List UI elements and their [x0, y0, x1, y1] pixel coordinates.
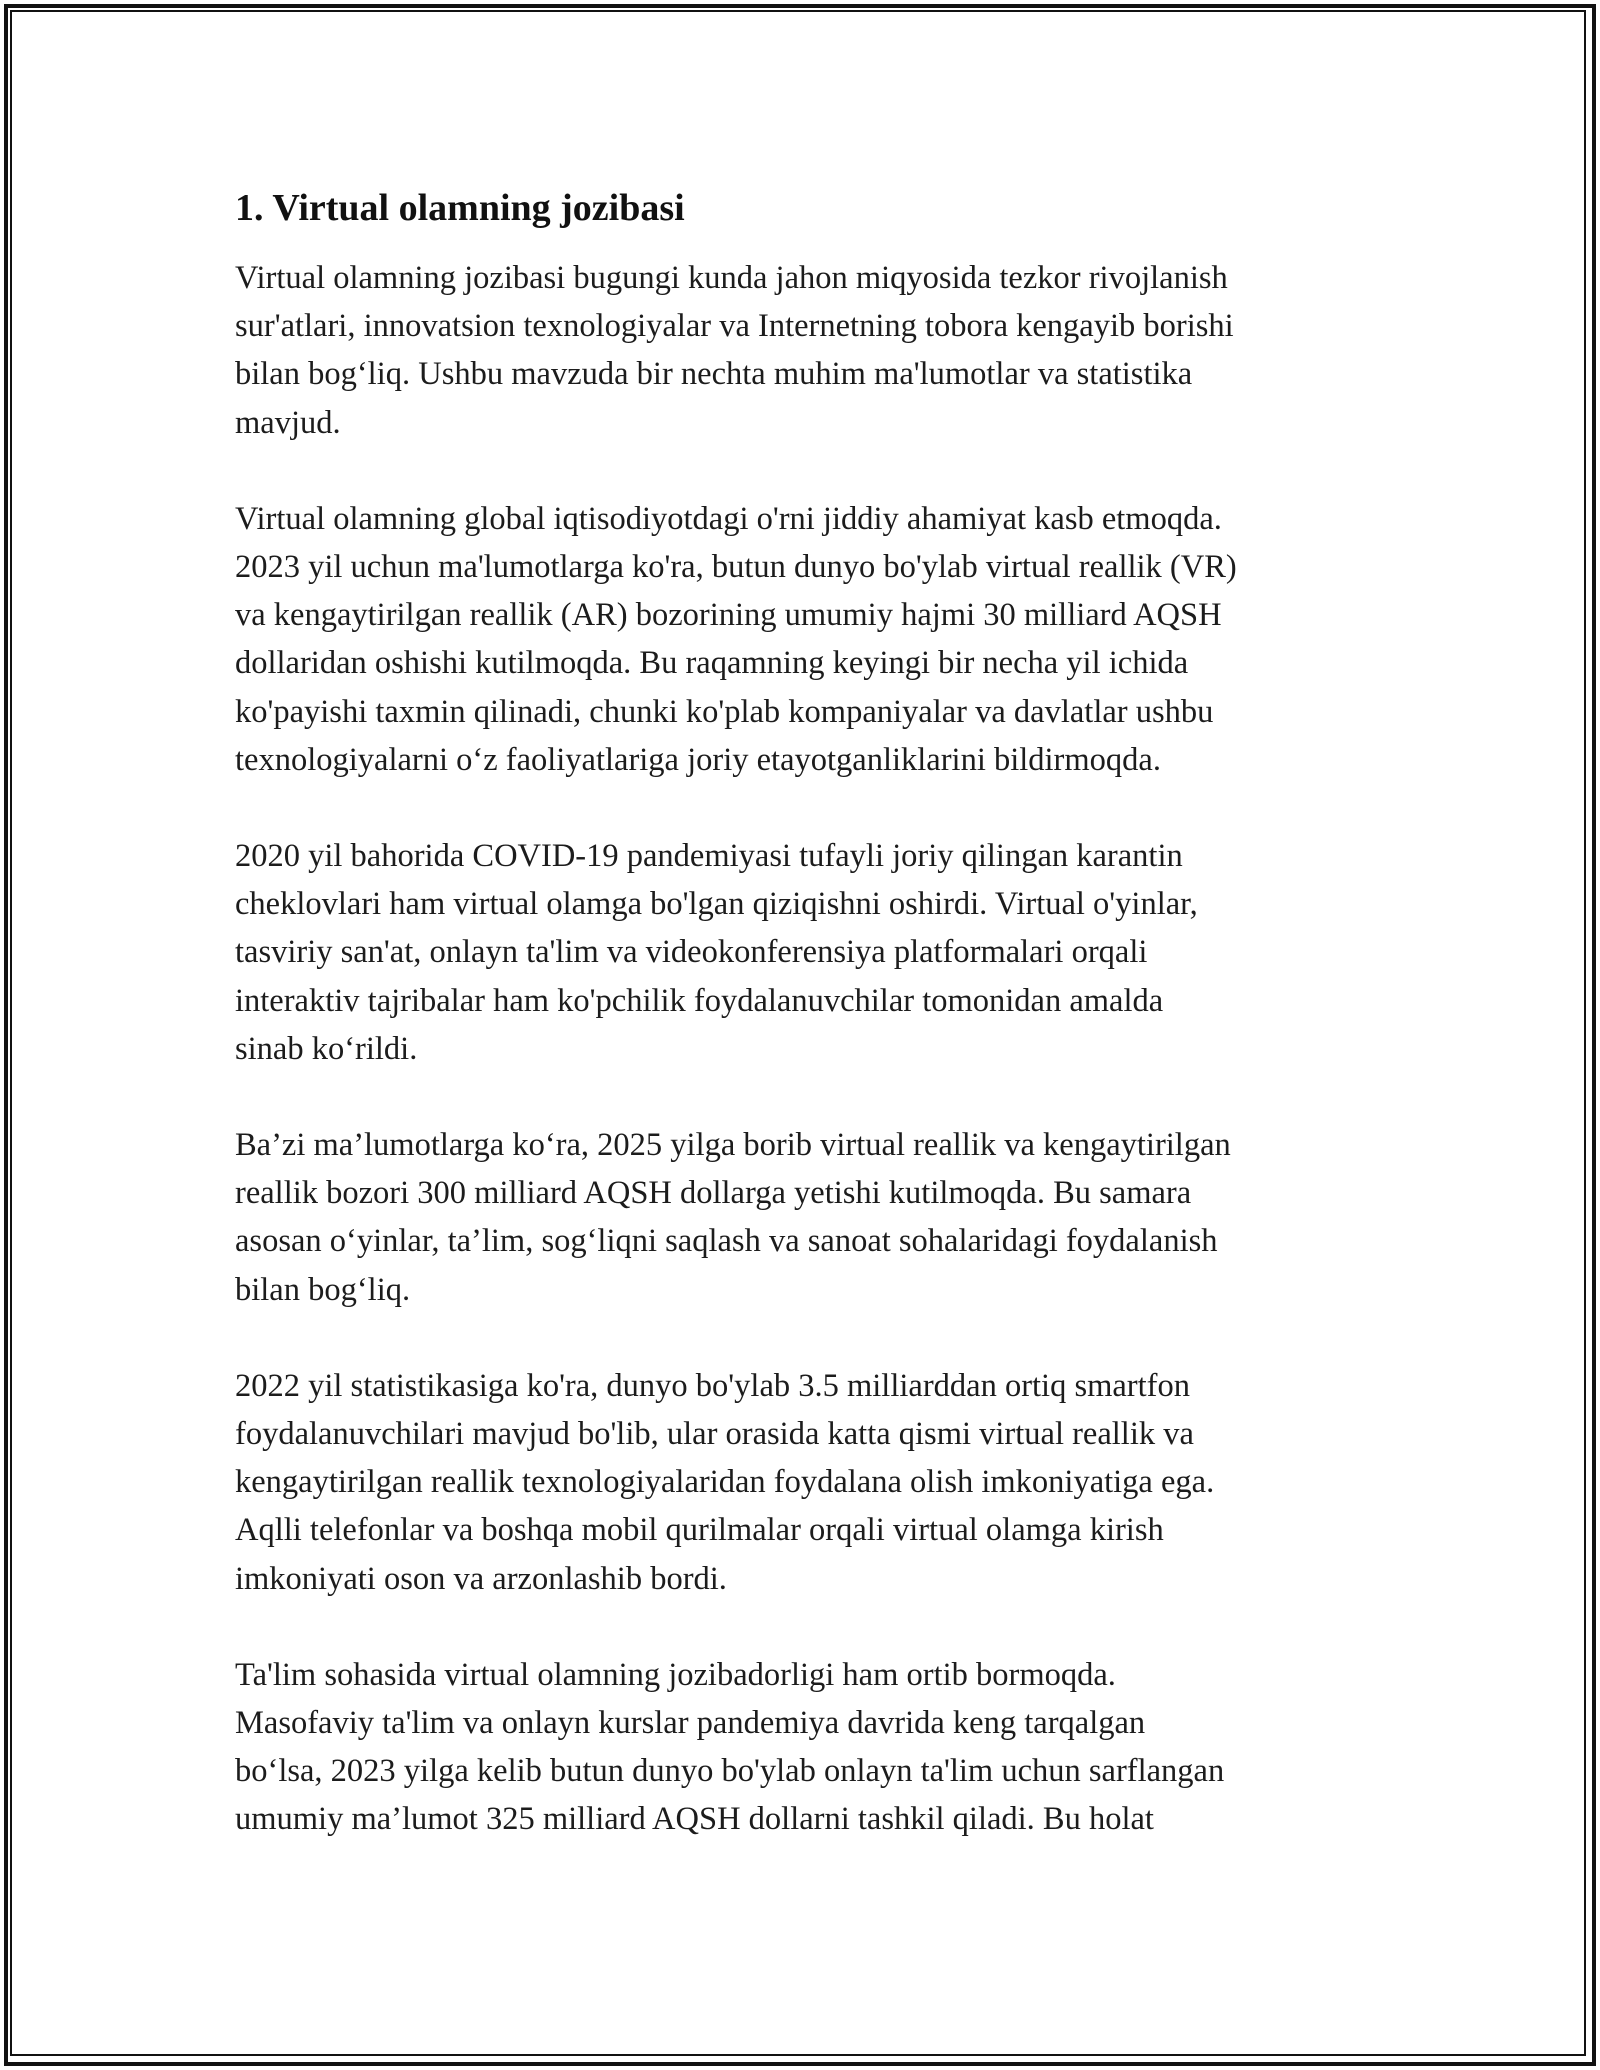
- text-line: bilan bog‘liq.: [235, 1271, 411, 1308]
- paragraph-intro: [235, 254, 1385, 447]
- text-line: Ba’zi ma’lumotlarga ko‘ra, 2025 yilga borib virtual reallik va kengaytirilgan: [235, 1127, 1231, 1164]
- text-line: bo‘lsa, 2023 yilga kelib butun dunyo bo'ylab onlayn ta'lim uchun sarflangan: [235, 1753, 1225, 1790]
- text-line: cheklovlari ham virtual olamga bo'lgan qiziqishni oshirdi. Virtual o'yinlar,: [235, 886, 1198, 923]
- text-line: bilan bog‘liq. Ushbu mavzuda bir nechta muhim ma'lumotlar va statistika: [235, 356, 1193, 393]
- text-line: va kengaytirilgan reallik (AR) bozorining umumiy hajmi 30 milliard AQSH: [235, 597, 1222, 634]
- text-line: dollaridan oshishi kutilmoqda. Bu raqamning keyingi bir necha yil ichida: [235, 645, 1189, 682]
- text-line: Masofaviy ta'lim va onlayn kurslar pandemiya davrida keng tarqalgan: [235, 1705, 1146, 1742]
- text-line: sinab ko‘rildi.: [235, 1030, 418, 1067]
- text-line: 2020 yil bahorida COVID-19 pandemiyasi tufayli joriy qilingan karantin: [235, 838, 1183, 875]
- paragraph-market-2025: [235, 1121, 1385, 1314]
- text-line: tasviriy san'at, onlayn ta'lim va videokonferensiya platformalari orqali: [235, 934, 1148, 971]
- text-line: Aqlli telefonlar va boshqa mobil qurilmalar orqali virtual olamga kirish: [235, 1512, 1164, 1549]
- text-line: Ta'lim sohasida virtual olamning jozibadorligi ham ortib bormoqda.: [235, 1656, 1116, 1693]
- text-line: sur'atlari, innovatsion texnologiyalar va Internetning tobora kengayib borishi: [235, 308, 1234, 345]
- text-line: umumiy ma’lumot 325 milliard AQSH dollarni tashkil qiladi. Bu holat: [235, 1801, 1154, 1838]
- paragraph-smartphones: [235, 1362, 1385, 1603]
- text-line: mavjud.: [235, 404, 341, 441]
- paragraph-covid: [235, 832, 1385, 1073]
- paragraph-education: [235, 1651, 1385, 1844]
- section-heading: 1. Virtual olamning jozibasi: [235, 187, 685, 229]
- text-line: imkoniyati oson va arzonlashib bordi.: [235, 1560, 727, 1597]
- text-line: interaktiv tajribalar ham ko'pchilik foydalanuvchilar tomonidan amalda: [235, 982, 1164, 1019]
- text-line: ko'payishi taxmin qilinadi, chunki ko'plab kompaniyalar va davlatlar ushbu: [235, 693, 1214, 730]
- text-line: foydalanuvchilari mavjud bo'lib, ular orasida katta qismi virtual reallik va: [235, 1416, 1194, 1453]
- text-line: reallik bozori 300 milliard AQSH dollarga yetishi kutilmoqda. Bu samara: [235, 1175, 1192, 1212]
- text-line: texnologiyalarni o‘z faoliyatlariga joriy etayotganliklarini bildirmoqda.: [235, 741, 1161, 778]
- text-line: 2023 yil uchun ma'lumotlarga ko'ra, butun dunyo bo'ylab virtual reallik (VR): [235, 549, 1237, 586]
- text-line: asosan o‘yinlar, ta’lim, sog‘liqni saqlash va sanoat sohalaridagi foydalanish: [235, 1223, 1218, 1260]
- text-line: kengaytirilgan reallik texnologiyalaridan foydalana olish imkoniyatiga ega.: [235, 1464, 1215, 1501]
- text-line: Virtual olamning global iqtisodiyotdagi o'rni jiddiy ahamiyat kasb etmoqda.: [235, 500, 1222, 537]
- text-line: Virtual olamning jozibasi bugungi kunda jahon miqyosida tezkor rivojlanish: [235, 260, 1228, 296]
- paragraph-global-economy: [235, 495, 1385, 784]
- text-line: 2022 yil statistikasiga ko'ra, dunyo bo'ylab 3.5 milliarddan ortiq smartfon: [235, 1367, 1190, 1404]
- document-body: [235, 184, 1385, 1892]
